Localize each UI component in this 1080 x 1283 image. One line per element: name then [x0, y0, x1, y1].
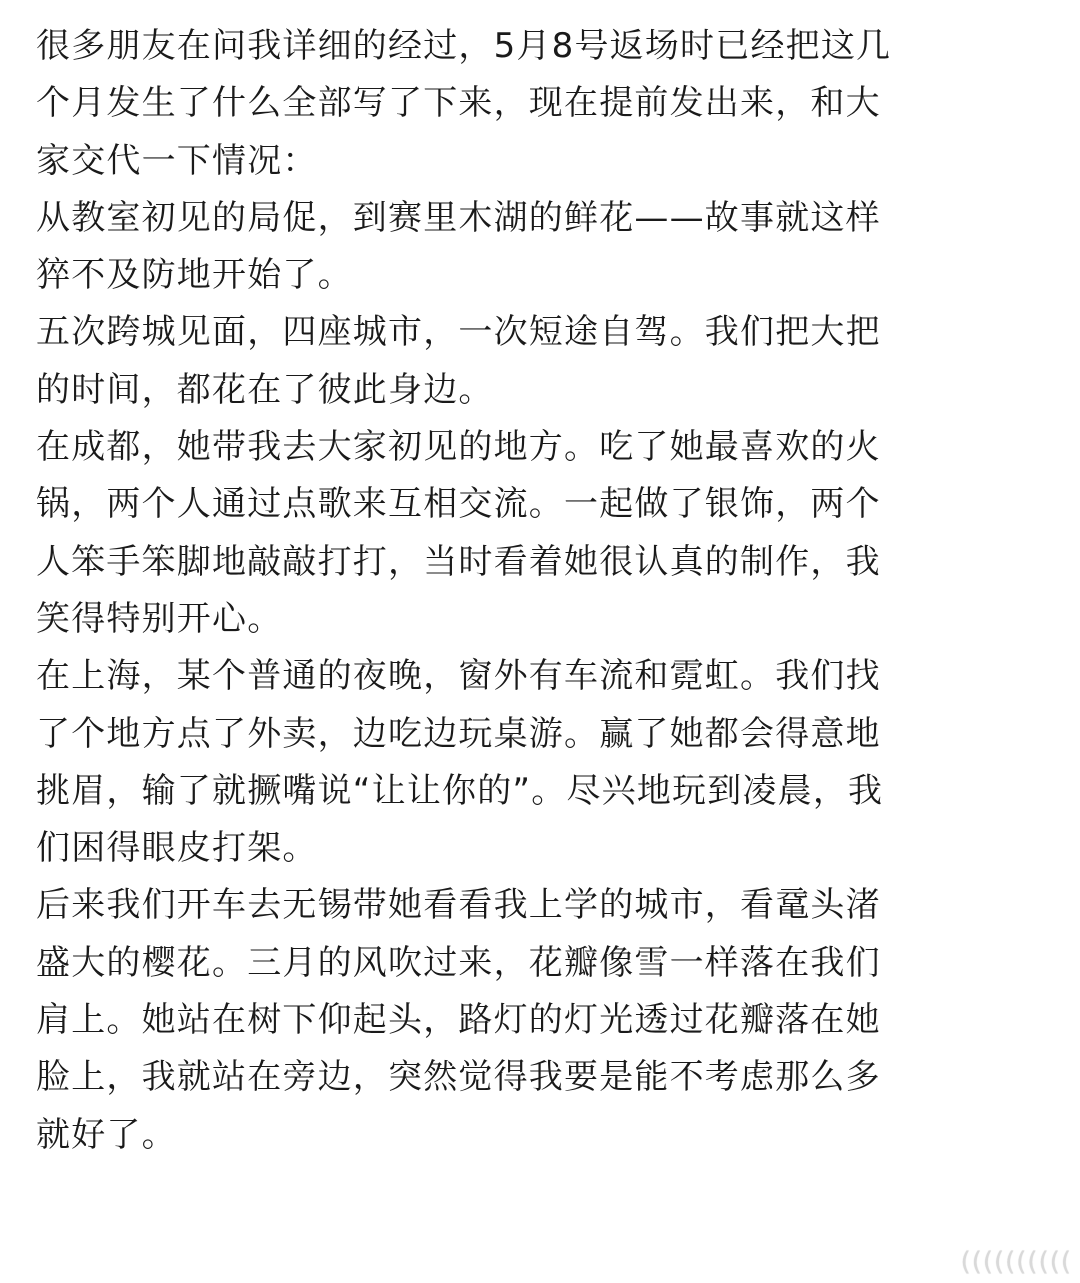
text-line: 肩上。她站在树下仰起头，路灯的灯光透过花瓣落在她 [36, 1000, 881, 1041]
text-line: 们困得眼皮打架。 [36, 828, 318, 869]
text-line: 在上海，某个普通的夜晚，窗外有车流和霓虹。我们找 [36, 656, 881, 697]
text-line: 挑眉，输了就撅嘴说“让让你的”。尽兴地玩到凌晨，我 [36, 770, 884, 811]
text-line: 很多朋友在问我详细的经过，5月8号返场时已经把这几 [36, 26, 892, 66]
text-line: 在成都，她带我去大家初见的地方。吃了她最喜欢的火 [36, 427, 881, 468]
text-line: 脸上，我就站在旁边，突然觉得我要是能不考虑那么多 [36, 1057, 881, 1098]
text-line: 从教室初见的局促，到赛里木湖的鲜花——故事就这样 [36, 197, 881, 238]
text-line: 了个地方点了外卖，边吃边玩桌游。赢了她都会得意地 [36, 713, 881, 754]
post-body [36, 18, 1046, 1164]
watermark: (((((((((( [960, 1247, 1072, 1277]
text-line: 笑得特别开心。 [36, 598, 283, 639]
text-line: 就好了。 [36, 1114, 177, 1155]
text-line: 个月发生了什么全部写了下来，现在提前发出来，和大 [36, 83, 881, 124]
text-line: 家交代一下情况： [36, 140, 318, 181]
text-line: 后来我们开车去无锡带她看看我上学的城市，看鼋头渚 [36, 885, 881, 926]
text-line: 的时间，都花在了彼此身边。 [36, 369, 494, 410]
text-line: 人笨手笨脚地敲敲打打，当时看着她很认真的制作，我 [36, 541, 881, 582]
text-line: 五次跨城见面，四座城市，一次短途自驾。我们把大把 [36, 312, 881, 353]
text-line: 盛大的樱花。三月的风吹过来，花瓣像雪一样落在我们 [36, 942, 881, 983]
text-line: 锅，两个人通过点歌来互相交流。一起做了银饰，两个 [36, 484, 881, 525]
text-line: 猝不及防地开始了。 [36, 255, 353, 296]
